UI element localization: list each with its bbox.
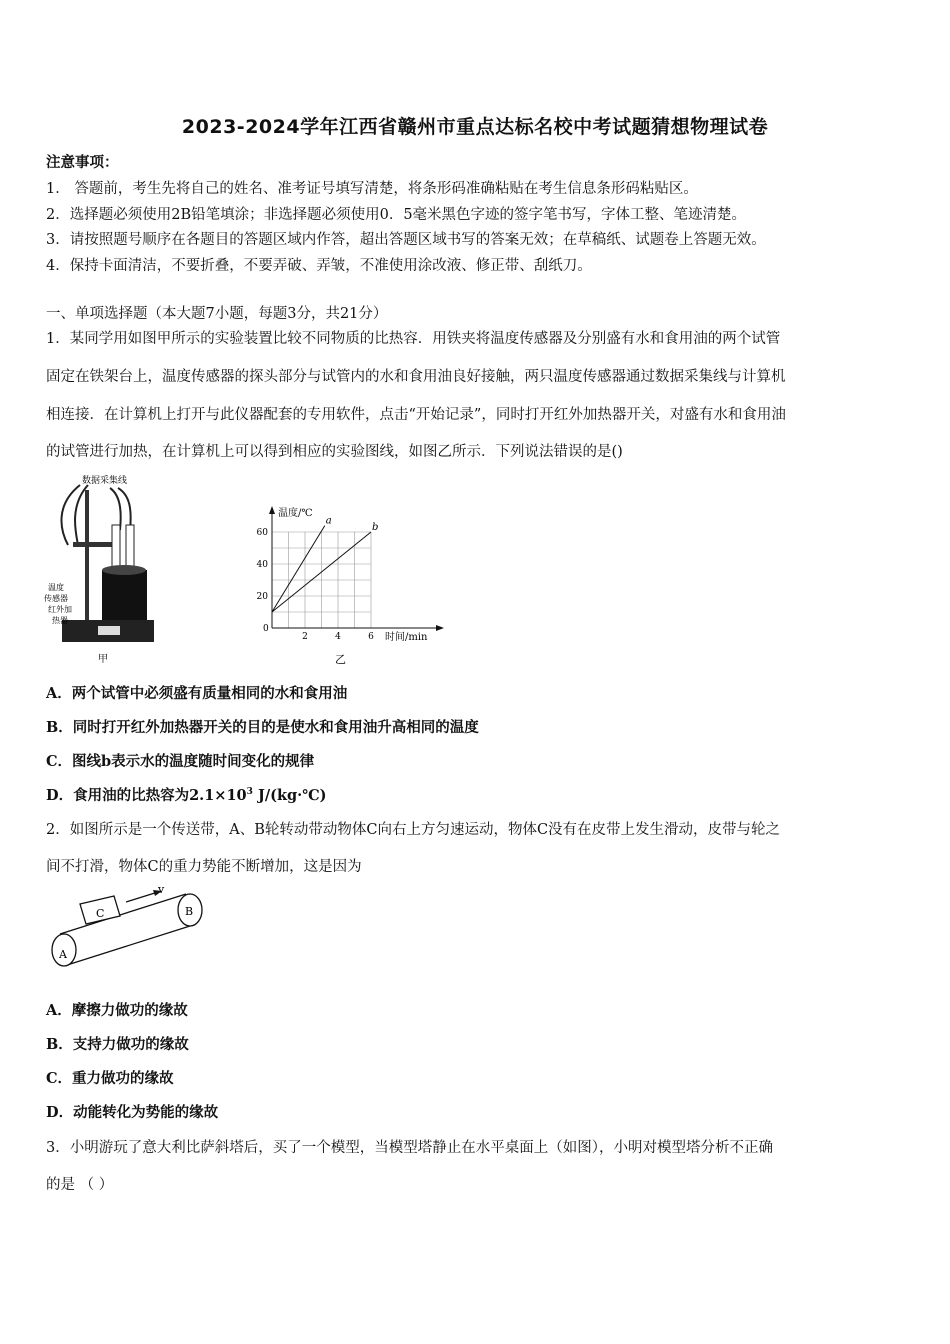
question-1-line: 相连接．在计算机上打开与此仪器配套的专用软件，点击“开始记录”，同时打开红外加热器开关，对盛有水和食用油 [46, 407, 786, 423]
question-3-line: 3．小明游玩了意大利比萨斜塔后，买了一个模型，当模型塔静止在水平桌面上（如图），小明对模型塔分析不正确 [46, 1140, 773, 1156]
q1-option-d-unit: J/(kg·℃) [252, 787, 327, 804]
conveyor-figure [40, 882, 220, 977]
page-title: 2023-2024学年江西省赣州市重点达标名校中考试题猜想物理试卷 [181, 116, 769, 138]
pulley-b-label: B [185, 905, 194, 918]
series-a-label: a [325, 515, 332, 527]
q2-option-a[interactable]: A．摩擦力做功的缘故 [46, 1002, 188, 1019]
question-3-line: 的是 （ ） [46, 1177, 114, 1193]
temperature-chart [250, 500, 450, 670]
q1-option-d-prefix: D．食用油的比热容为2.1×10 [46, 787, 247, 804]
question-2-line: 间不打滑，物体C的重力势能不断增加，这是因为 [46, 859, 362, 875]
chart-grid [272, 532, 371, 628]
question-1-line: 的试管进行加热，在计算机上可以得到相应的实验图线，如图乙所示．下列说法错误的是() [46, 444, 623, 460]
notice-item: 4．保持卡面清洁，不要折叠，不要弄破、弄皱，不准使用涂改液、修正带、刮纸刀。 [46, 258, 592, 274]
notice-item: 1． 答题前，考生先将自己的姓名、准考证号填写清楚，将条形码准确粘贴在考生信息条形码粘贴区。 [46, 181, 698, 197]
x-tick-label: 6 [368, 632, 374, 642]
q1-option-c[interactable]: C．图线b表示水的温度随时间变化的规律 [46, 753, 315, 770]
heater-label: 红外加 [48, 605, 72, 614]
block-c-label: C [96, 907, 105, 920]
question-2-line: 2．如图所示是一个传送带，A、B轮转动带动物体C向右上方匀速运动，物体C没有在皮带上发生滑动，皮带与轮之 [46, 822, 781, 838]
x-tick-label: 2 [302, 632, 308, 642]
x-axis-label: 时间/min [385, 632, 428, 643]
notice-heading: 注意事项： [46, 154, 119, 171]
figure-caption-yi: 乙 [335, 653, 346, 666]
question-1-line: 固定在铁架台上，温度传感器的探头部分与试管内的水和食用油良好接触，两只温度传感器通过数据采集线与计算机 [46, 369, 786, 385]
figure-caption-jia: 甲 [98, 654, 108, 665]
section-heading: 一、单项选择题（本大题7小题，每题3分，共21分） [46, 306, 388, 322]
y-tick-label: 40 [256, 560, 268, 570]
velocity-arrow [126, 892, 158, 902]
pulley-a-label: A [59, 948, 67, 961]
apparatus-figure [40, 470, 170, 670]
series-a-line [272, 526, 325, 612]
x-tick-label: 4 [335, 632, 341, 642]
sensor-label: 传感器 [44, 594, 68, 603]
y-tick-label: 20 [256, 592, 268, 602]
notice-item: 2．选择题必须使用2B铅笔填涂；非选择题必须使用0．5毫米黑色字迹的签字笔书写，字体工整、笔迹清楚。 [46, 207, 747, 223]
q2-option-d[interactable]: D．动能转化为势能的缘故 [46, 1104, 219, 1121]
series-b-label: b [372, 522, 379, 533]
origin-label: 0 [263, 624, 269, 634]
q1-option-a[interactable]: A．两个试管中必须盛有质量相同的水和食用油 [46, 685, 348, 702]
y-tick-label: 60 [256, 528, 268, 538]
q1-option-d-exponent: 3 [246, 787, 253, 798]
q1-option-b[interactable]: B．同时打开红外加热器开关的目的是使水和食用油升高相同的温度 [46, 719, 479, 736]
q2-option-c[interactable]: C．重力做功的缘故 [46, 1070, 174, 1087]
data-line-label: 数据采集线 [82, 476, 128, 486]
q2-option-b[interactable]: B．支持力做功的缘故 [46, 1036, 189, 1053]
notice-item: 3．请按照题号顺序在各题目的答题区域内作答，超出答题区域书写的答案无效；在草稿纸、试题卷上答题无效。 [46, 232, 766, 248]
sensor-label: 温度 [48, 583, 64, 592]
question-1-line: 1．某同学用如图甲所示的实验装置比较不同物质的比热容．用铁夹将温度传感器及分别盛有水和食用油的两个试管 [46, 331, 781, 347]
heater-label: 热器 [52, 616, 68, 625]
velocity-label: v [158, 883, 165, 896]
q1-option-d[interactable] [46, 784, 326, 805]
y-axis-label: 温度/℃ [278, 508, 313, 519]
